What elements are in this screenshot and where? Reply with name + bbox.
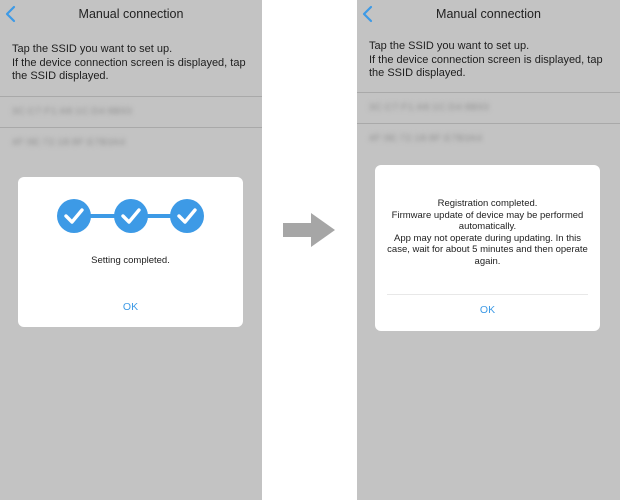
ssid-name-blurred: 4F:9E:72:18:8F:E7B3A4 (369, 133, 483, 144)
dialog-message-line: again. (474, 255, 501, 267)
instruction-line: the SSID displayed. (12, 70, 109, 82)
ok-button[interactable]: OK (479, 304, 496, 316)
instruction-line: Tap the SSID you want to set up. (12, 43, 173, 55)
step-complete-checkmark-icon (170, 199, 204, 233)
instruction-line: Tap the SSID you want to set up. (369, 40, 530, 52)
screen-registration-completed (357, 0, 620, 500)
ssid-list-item[interactable] (0, 97, 262, 127)
dialog-message (28, 255, 233, 267)
dialog-message (385, 198, 590, 267)
dialog-message-line: Setting completed. (91, 255, 170, 266)
ssid-list (357, 92, 620, 154)
nav-bar (357, 0, 620, 31)
ssid-list-item[interactable] (0, 128, 262, 158)
ok-button[interactable]: OK (122, 301, 139, 313)
step-complete-checkmark-icon (114, 199, 148, 233)
dialog-message-line: App may not operate during updating. In this (394, 232, 581, 244)
step-complete-checkmark-icon (57, 199, 91, 233)
dialog-message-line: Registration completed. (437, 198, 538, 209)
ssid-name-blurred: 3C:C7:F1:A8:1C:D4:8B93 (12, 106, 133, 117)
ssid-name-blurred: 4F:9E:72:18:8F:E7B3A4 (12, 137, 126, 148)
right-arrow-icon (281, 211, 337, 249)
dialog-message-line: Firmware update of device may be performed (391, 209, 584, 221)
ssid-list-item[interactable] (357, 93, 620, 123)
instruction-line: the SSID displayed. (369, 67, 466, 79)
ssid-name-blurred: 3C:C7:F1:A8:1C:D4:8B93 (369, 102, 490, 113)
dialog-divider (387, 294, 588, 295)
instructions-text (12, 43, 256, 84)
instruction-line: If the device connection screen is displayed, tap (369, 53, 603, 66)
ssid-list (0, 96, 262, 158)
ssid-list-item[interactable] (357, 124, 620, 154)
nav-bar (0, 0, 262, 31)
registration-completed-dialog (375, 165, 600, 331)
instructions-text (369, 40, 614, 81)
instruction-line: If the device connection screen is displayed, tap (12, 56, 246, 69)
page-title: Manual connection (436, 7, 541, 21)
progress-steps (18, 199, 243, 233)
page-title: Manual connection (78, 7, 184, 21)
screen-setting-completed (0, 0, 262, 500)
dialog-message-line: automatically. (458, 221, 517, 232)
dialog-message-line: case, wait for about 5 minutes and then operate (387, 244, 588, 255)
setting-completed-dialog (18, 177, 243, 327)
